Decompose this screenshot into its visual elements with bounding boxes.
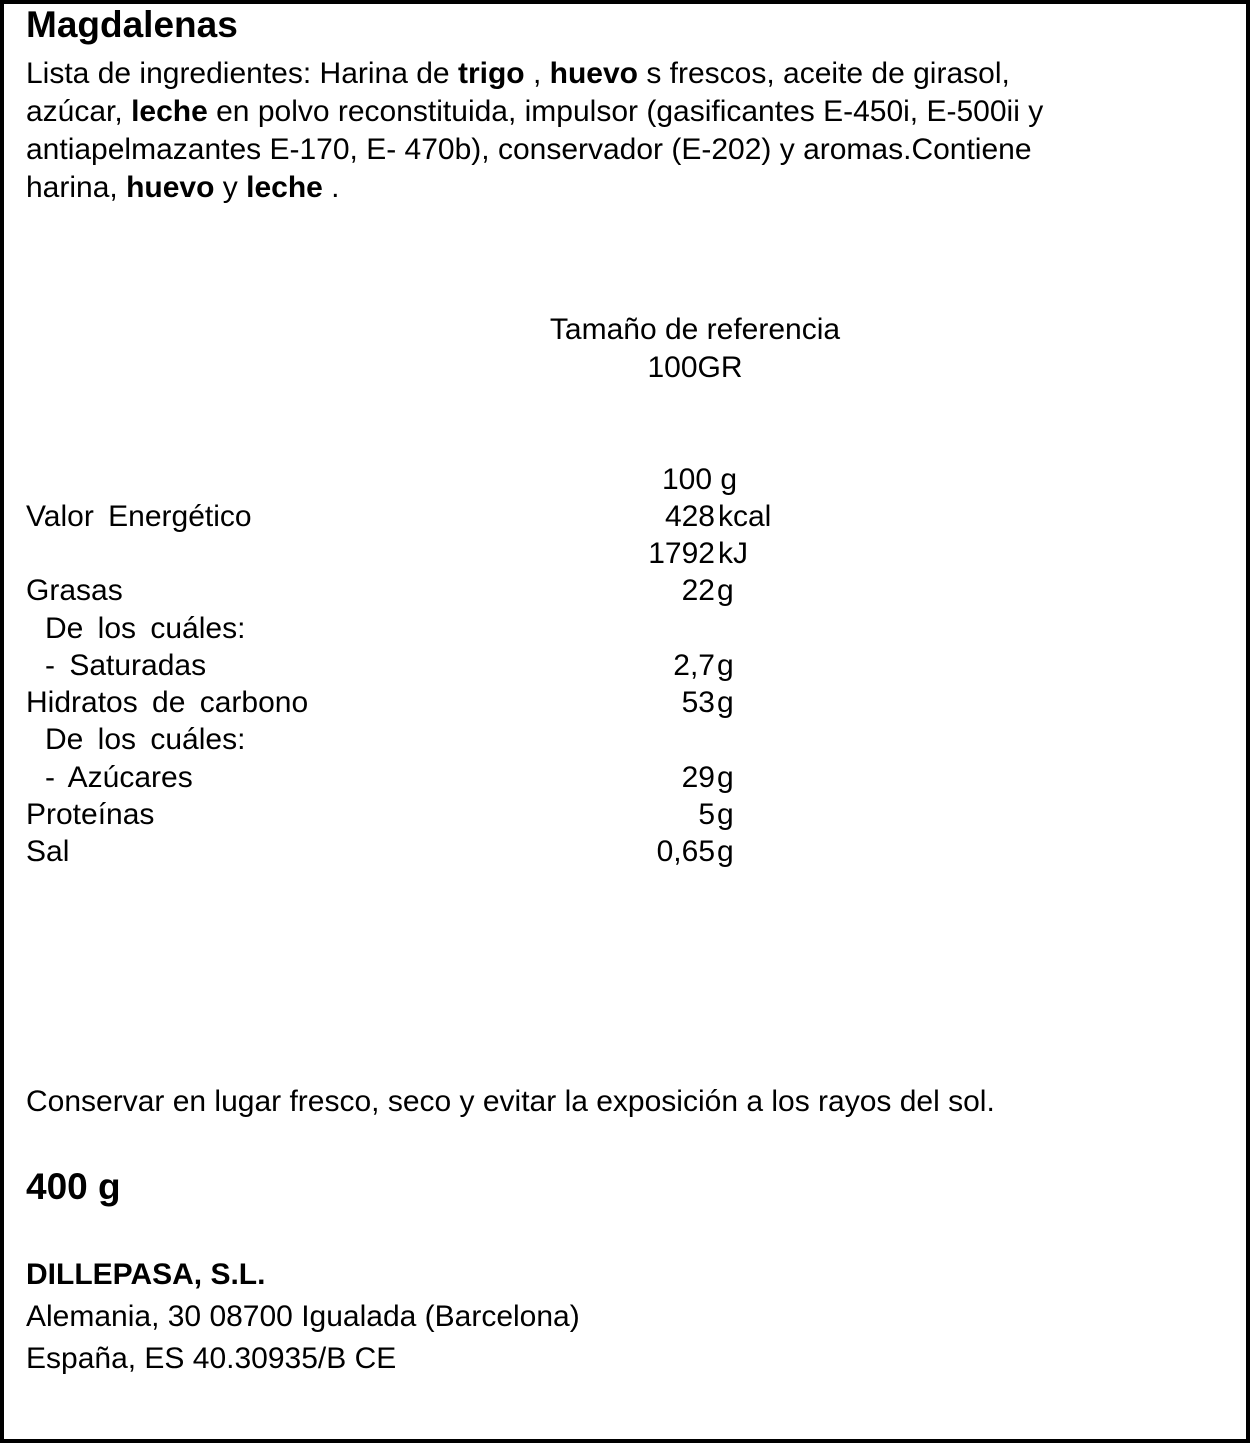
reference-size	[470, 311, 920, 387]
nutrition-fat-label: Grasas	[26, 574, 123, 607]
nutrition-energy-kcal-value: 428	[664, 500, 715, 533]
nutrition-salt-unit: g	[717, 835, 734, 868]
nutrition-carbs-label: Hidratos de carbono	[26, 686, 309, 719]
nutrition-salt-value: 0,65	[656, 835, 715, 868]
nutrition-carbs-unit: g	[717, 686, 734, 719]
nutrition-protein-label: Proteínas	[26, 798, 155, 831]
ingredient-text: antiapelmazantes E-170, E- 470b), conservador (E-202) y aromas.Contiene	[26, 133, 1032, 166]
nutrition-saturated-label: - Saturadas	[45, 649, 207, 682]
manufacturer-address	[26, 1296, 580, 1380]
nutrition-sugars-value: 29	[681, 761, 715, 794]
allergen-text: trigo	[457, 57, 525, 90]
nutrition-energy-kj-value: 1792	[648, 537, 715, 570]
ingredient-text: s frescos, aceite de girasol,	[637, 57, 1010, 90]
ingredients-line	[26, 131, 1226, 169]
nutrition-fat-sub-label: De los cuáles:	[45, 612, 246, 645]
nutrition-protein-value: 5	[698, 798, 715, 831]
manufacturer-address-line: España, ES 40.30935/B CE	[26, 1342, 397, 1375]
allergen-text: huevo	[126, 171, 215, 204]
nutrition-fat-value: 22	[681, 574, 715, 607]
ingredients-line	[26, 55, 1226, 93]
manufacturer-name: DILLEPASA, S.L.	[26, 1258, 266, 1291]
nutrition-energy-label: Valor Energético	[26, 500, 252, 533]
nutrition-fat-unit: g	[717, 574, 734, 607]
ingredient-text: harina,	[26, 171, 127, 204]
nutrition-saturated-value: 2,7	[673, 649, 715, 682]
ingredient-text: y	[214, 171, 247, 204]
ingredients-line	[26, 169, 1226, 207]
net-weight: 400 g	[26, 1166, 121, 1207]
nutrition-sugars-label: - Azúcares	[45, 761, 193, 794]
nutrition-carbs-value: 53	[681, 686, 715, 719]
ingredient-text: en polvo reconstituida, impulsor (gasificantes E-450i, E-500ii y	[207, 95, 1044, 128]
storage-instructions: Conservar en lugar fresco, seco y evitar la exposición a los rayos del sol.	[26, 1085, 995, 1118]
nutrition-energy-kcal-unit: kcal	[718, 500, 772, 533]
nutrition-salt-label: Sal	[26, 835, 70, 868]
ingredient-text: azúcar,	[26, 95, 132, 128]
ingredient-text: ,	[524, 57, 550, 90]
nutrition-column-header: 100 g	[662, 463, 738, 496]
ingredient-text: Lista de ingredientes: Harina de	[26, 57, 458, 90]
allergen-text: leche	[131, 95, 208, 128]
ingredients-line	[26, 93, 1226, 131]
allergen-text: leche	[246, 171, 323, 204]
ingredient-text: .	[322, 171, 340, 204]
nutrition-saturated-unit: g	[717, 649, 734, 682]
reference-size-value: 100GR	[647, 351, 743, 384]
nutrition-sugars-unit: g	[717, 761, 734, 794]
reference-size-label: Tamaño de referencia	[549, 313, 841, 346]
manufacturer-address-line: Alemania, 30 08700 Igualada (Barcelona)	[26, 1300, 580, 1333]
allergen-text: huevo	[549, 57, 638, 90]
nutrition-protein-unit: g	[717, 798, 734, 831]
product-title: Magdalenas	[26, 4, 238, 45]
nutrition-energy-kj-unit: kJ	[718, 537, 748, 570]
ingredients-list	[26, 55, 1226, 207]
nutrition-carbs-sub-label: De los cuáles:	[45, 723, 246, 756]
